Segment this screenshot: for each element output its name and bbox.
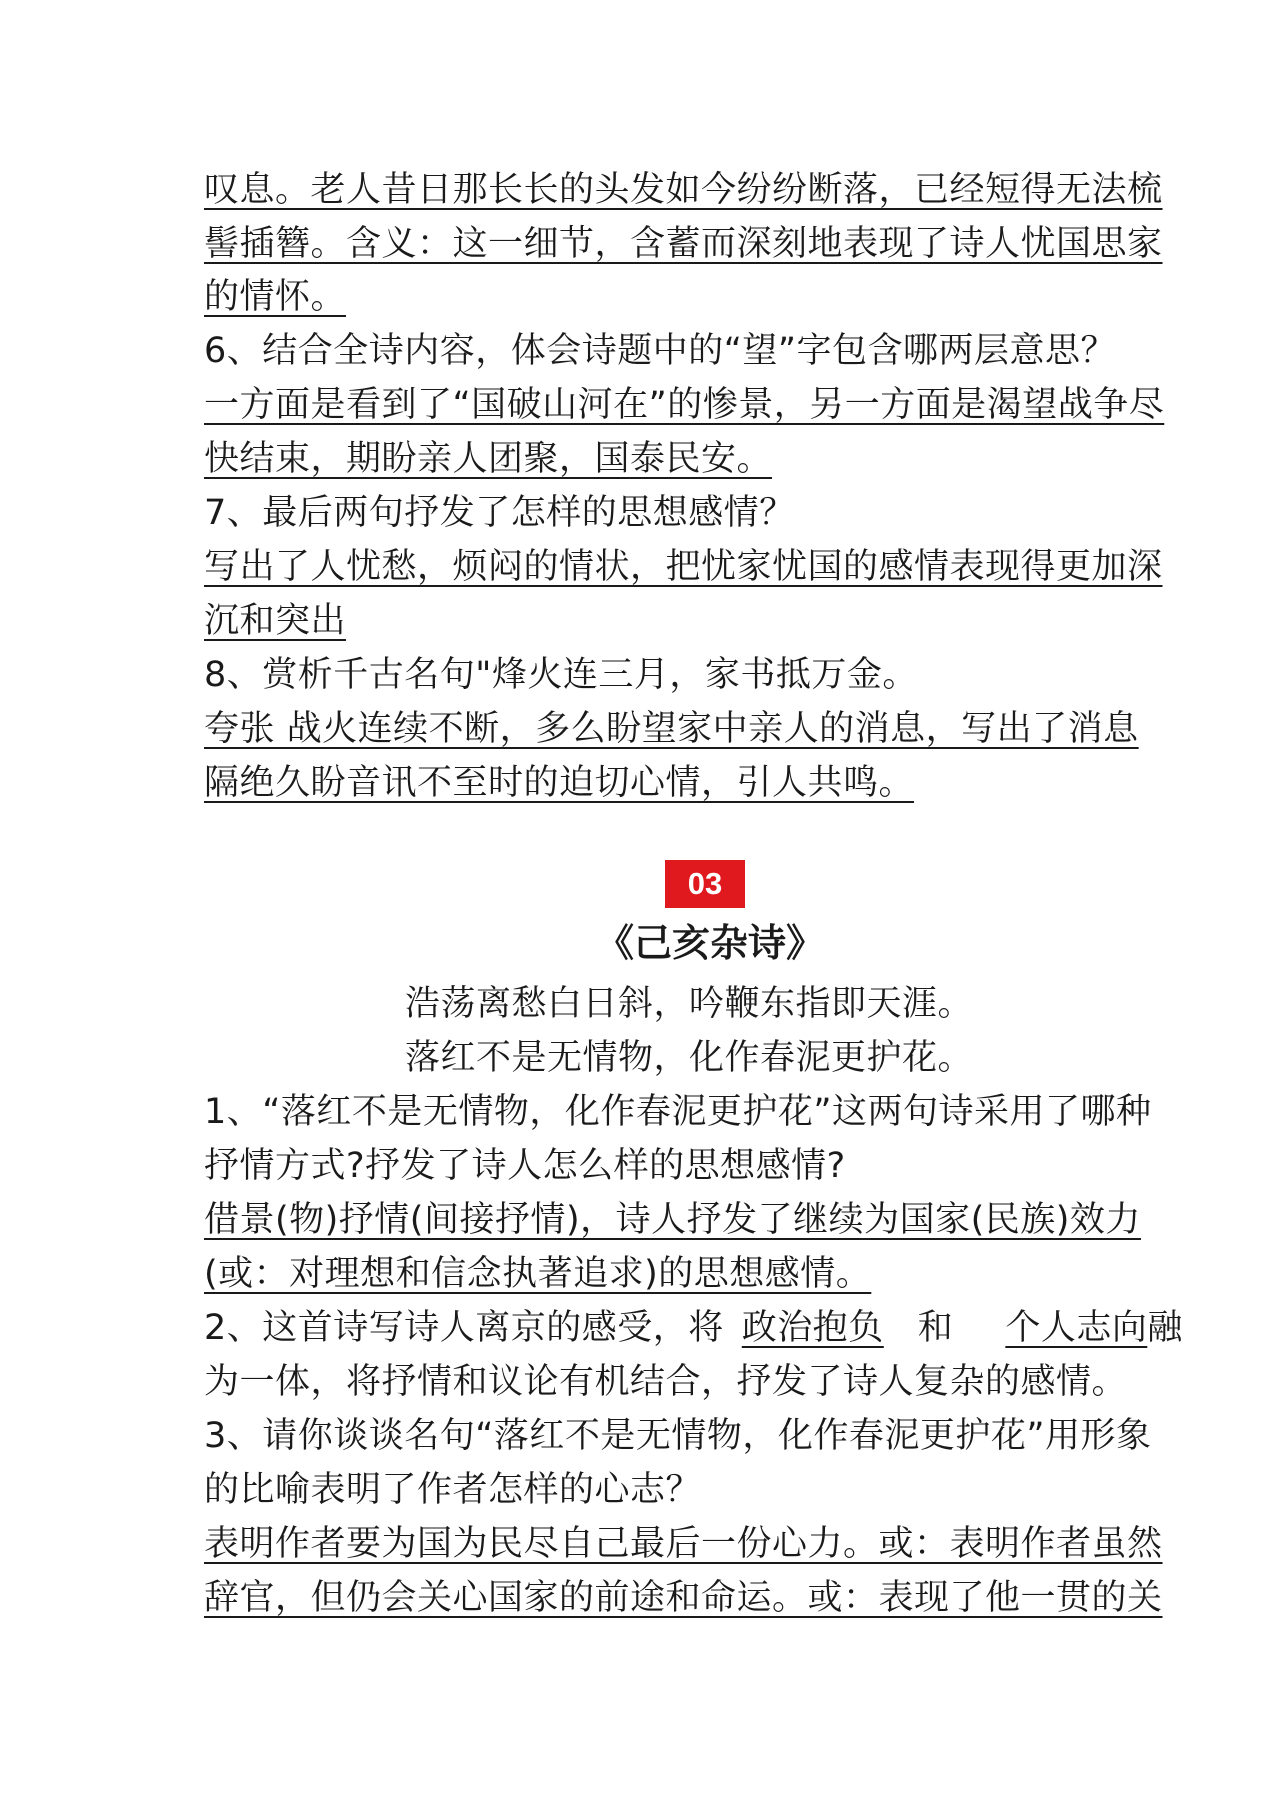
answer-6-line: 快结束，期盼亲人团聚，国泰民安。 [204, 439, 773, 479]
fill-blank-answer: 政治抱负 [741, 1308, 884, 1348]
poem-title: 《己亥杂诗》 [595, 921, 824, 965]
answer-1-line: 借景(物)抒情(间接抒情)，诗人抒发了继续为国家(民族)效力 [204, 1200, 1141, 1240]
answer-text-line: 髻插簪。含义：这一细节，含蓄而深刻地表现了诗人忧国思家 [204, 224, 1163, 264]
answer-1-line: (或：对理想和信念执著追求)的思想感情。 [204, 1254, 872, 1294]
question-2-prefix: 2、这首诗写诗人离京的感受，将 [204, 1308, 724, 1348]
question-8: 8、赏析千古名句"烽火连三月，家书抵万金。 [204, 655, 918, 695]
question-2-suffix: 融 [1147, 1308, 1183, 1348]
answer-6-line: 一方面是看到了“国破山河在”的惨景，另一方面是渴望战争尽 [204, 385, 1165, 425]
answer-7-line: 写出了人忧愁，烦闷的情状，把忧家忧国的感情表现得更加深 [204, 547, 1163, 587]
question-1: 1、“落红不是无情物，化作春泥更护花”这两句诗采用了哪种 [204, 1092, 1152, 1132]
section-number-badge: 03 [665, 860, 745, 908]
poem-line: 浩荡离愁白日斜，吟鞭东指即天涯。 [405, 984, 974, 1024]
fill-blank-answer: 个人志向 [1005, 1308, 1148, 1348]
answer-text-line: 的情怀。 [204, 277, 347, 317]
question-1: 抒情方式?抒发了诗人怎么样的思想感情? [204, 1146, 846, 1186]
question-2 [204, 1301, 1204, 1355]
answer-8-line: 隔绝久盼音讯不至时的迫切心情，引人共鸣。 [204, 763, 915, 803]
question-3: 的比喻表明了作者怎样的心志？ [204, 1470, 702, 1510]
question-7: 7、最后两句抒发了怎样的思想感情？ [204, 493, 795, 533]
answer-8-line: 夸张 战火连续不断，多么盼望家中亲人的消息，写出了消息 [204, 709, 1139, 749]
answer-text-line: 叹息。老人昔日那长长的头发如今纷纷断落，已经短得无法梳 [204, 170, 1163, 210]
poem-line: 落红不是无情物，化作春泥更护花。 [405, 1038, 974, 1078]
question-2: 为一体，将抒情和议论有机结合，抒发了诗人复杂的感情。 [204, 1362, 1128, 1402]
answer-3-line: 辞官，但仍会关心国家的前途和命运。或：表现了他一贯的关 [204, 1578, 1163, 1618]
question-3: 3、请你谈谈名句“落红不是无情物，化作春泥更护花”用形象 [204, 1416, 1152, 1456]
answer-3-line: 表明作者要为国为民尽自己最后一份心力。或：表明作者虽然 [204, 1524, 1163, 1564]
question-6: 6、结合全诗内容，体会诗题中的“望”字包含哪两层意思？ [204, 331, 1117, 371]
answer-7-line: 沉和突出 [204, 601, 347, 641]
question-2-connector: 和 [917, 1308, 954, 1348]
